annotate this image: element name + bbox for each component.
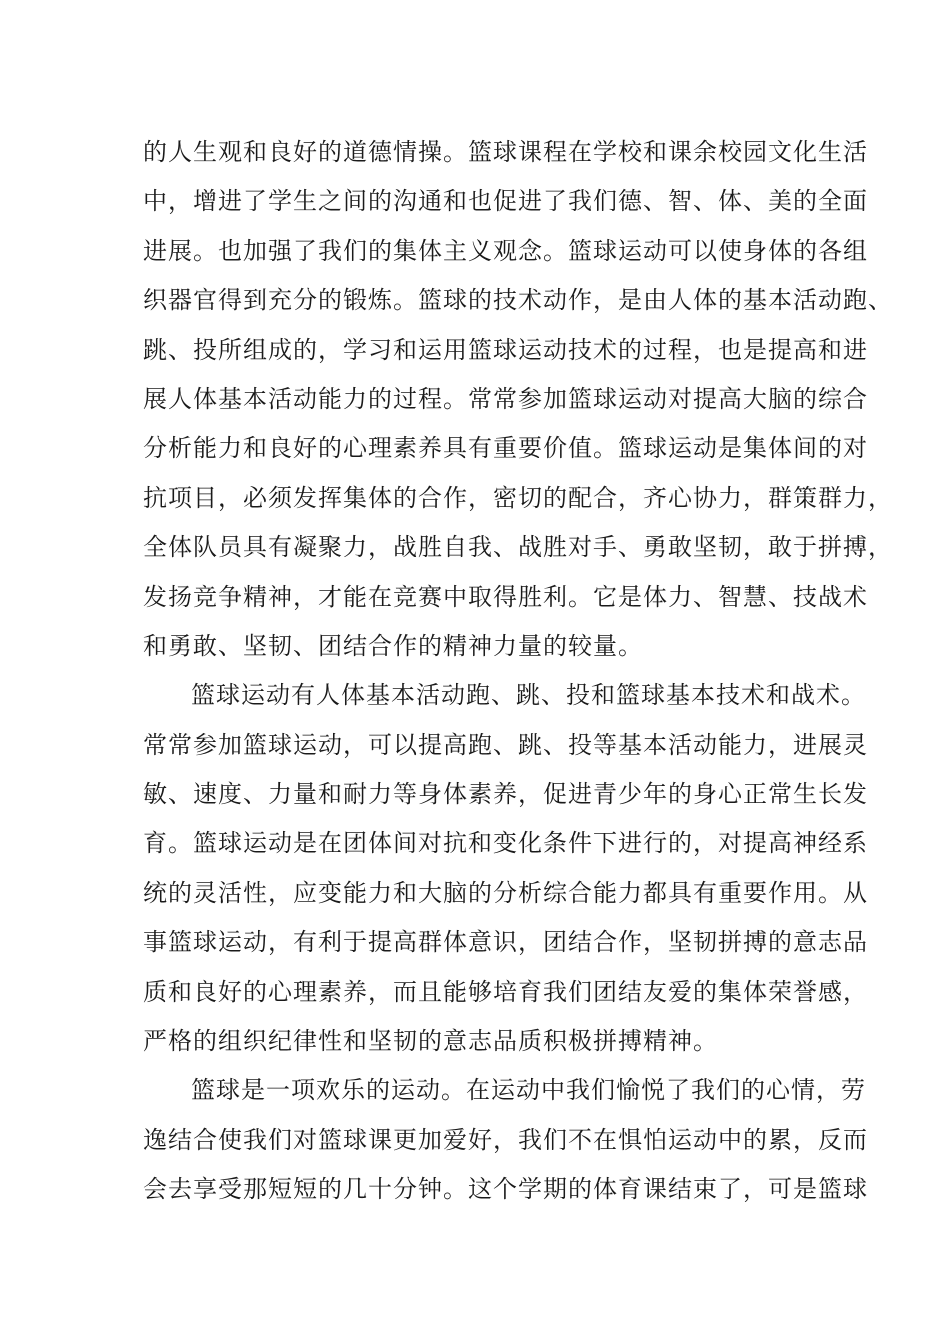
text-line: 中，增进了学生之间的沟通和也促进了我们德、智、体、美的全面 <box>143 187 868 216</box>
text-line: 抗项目，必须发挥集体的合作，密切的配合，齐心协力，群策群力， <box>143 483 893 512</box>
text-line: 常常参加篮球运动，可以提高跑、跳、投等基本活动能力，进展灵 <box>143 730 868 759</box>
text-line: 的人生观和良好的道德情操。篮球课程在学校和课余校园文化生活 <box>143 138 868 166</box>
text-line: 统的灵活性，应变能力和大脑的分析综合能力都具有重要作用。从 <box>143 878 868 907</box>
text-line: 事篮球运动，有利于提高群体意识，团结合作，坚韧拼搏的意志品 <box>143 928 868 957</box>
paragraph-start-line: 篮球运动有人体基本活动跑、跳、投和篮球基本技术和战术。 <box>191 681 866 710</box>
text-line: 和勇敢、坚韧、团结合作的精神力量的较量。 <box>143 631 643 660</box>
text-line: 质和良好的心理素养，而且能够培育我们团结友爱的集体荣誉感， <box>143 977 868 1006</box>
text-line: 展人体基本活动能力的过程。常常参加篮球运动对提高大脑的综合 <box>143 384 868 413</box>
paragraph-start-line: 篮球是一项欢乐的运动。在运动中我们愉悦了我们的心情，劳 <box>191 1076 866 1105</box>
text-line: 全体队员具有凝聚力，战胜自我、战胜对手、勇敢坚韧，敢于拼搏， <box>143 533 893 562</box>
body-text <box>143 128 893 1215</box>
text-line: 会去享受那短短的几十分钟。这个学期的体育课结束了，可是篮球 <box>143 1175 868 1204</box>
text-line: 逸结合使我们对篮球课更加爱好，我们不在惧怕运动中的累，反而 <box>143 1125 868 1154</box>
text-line: 跳、投所组成的，学习和运用篮球运动技术的过程，也是提高和进 <box>143 335 868 364</box>
text-line: 严格的组织纪律性和坚韧的意志品质积极拼搏精神。 <box>143 1027 718 1056</box>
text-line: 分析能力和良好的心理素养具有重要价值。篮球运动是集体间的对 <box>143 434 868 463</box>
text-line: 进展。也加强了我们的集体主义观念。篮球运动可以使身体的各组 <box>143 236 868 265</box>
text-line: 育。篮球运动是在团体间对抗和变化条件下进行的，对提高神经系 <box>143 829 868 858</box>
text-line: 敏、速度、力量和耐力等身体素养，促进青少年的身心正常生长发 <box>143 780 868 809</box>
text-line: 发扬竞争精神，才能在竞赛中取得胜利。它是体力、智慧、技战术 <box>143 582 868 611</box>
text-line: 织器官得到充分的锻炼。篮球的技术动作，是由人体的基本活动跑、 <box>143 286 893 315</box>
